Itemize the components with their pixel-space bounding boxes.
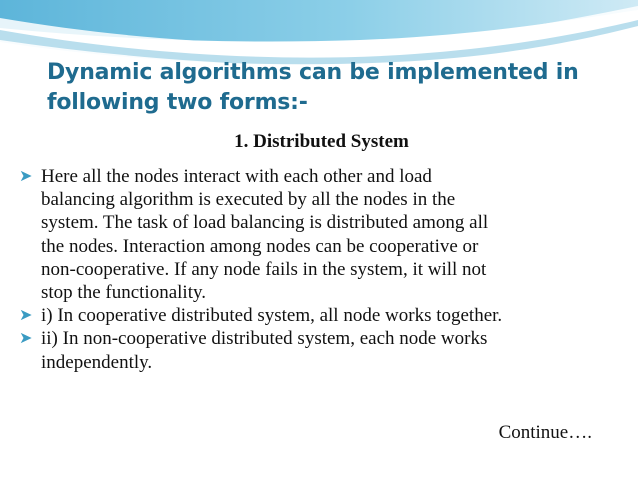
bullet-item (17, 327, 617, 373)
bullet-text-line: the nodes. Interaction among nodes can be cooperative or (41, 235, 479, 257)
slide-title (47, 58, 607, 118)
continue-text: Continue…. (498, 422, 592, 443)
bullet-text-line: stop the functionality. (41, 282, 206, 304)
bullet-text-line: system. The task of load balancing is distributed among all (41, 212, 489, 234)
arrow-bullet-icon: ➤ (19, 168, 33, 185)
bullet-list (17, 165, 617, 374)
bullet-item (17, 165, 617, 304)
title-line: Dynamic algorithms can be implemented in (47, 60, 579, 85)
title-line: following two forms:- (47, 90, 308, 115)
bullet-text-line: Here all the nodes interact with each other and load (41, 166, 432, 187)
bullet-text-line: i) In cooperative distributed system, all node works together. (41, 305, 503, 327)
bullet-text-line: non-cooperative. If any node fails in the system, it will not (41, 258, 487, 280)
bullet-text-line: ii) In non-cooperative distributed system, each node works (41, 328, 488, 350)
arrow-bullet-icon: ➤ (19, 307, 33, 325)
section-subtitle: 1. Distributed System (234, 131, 409, 152)
arrow-bullet-icon: ➤ (19, 330, 33, 348)
bullet-text-line: balancing algorithm is executed by all the nodes in the (41, 189, 456, 211)
bullet-item (17, 304, 617, 327)
bullet-text-line: independently. (41, 351, 153, 373)
